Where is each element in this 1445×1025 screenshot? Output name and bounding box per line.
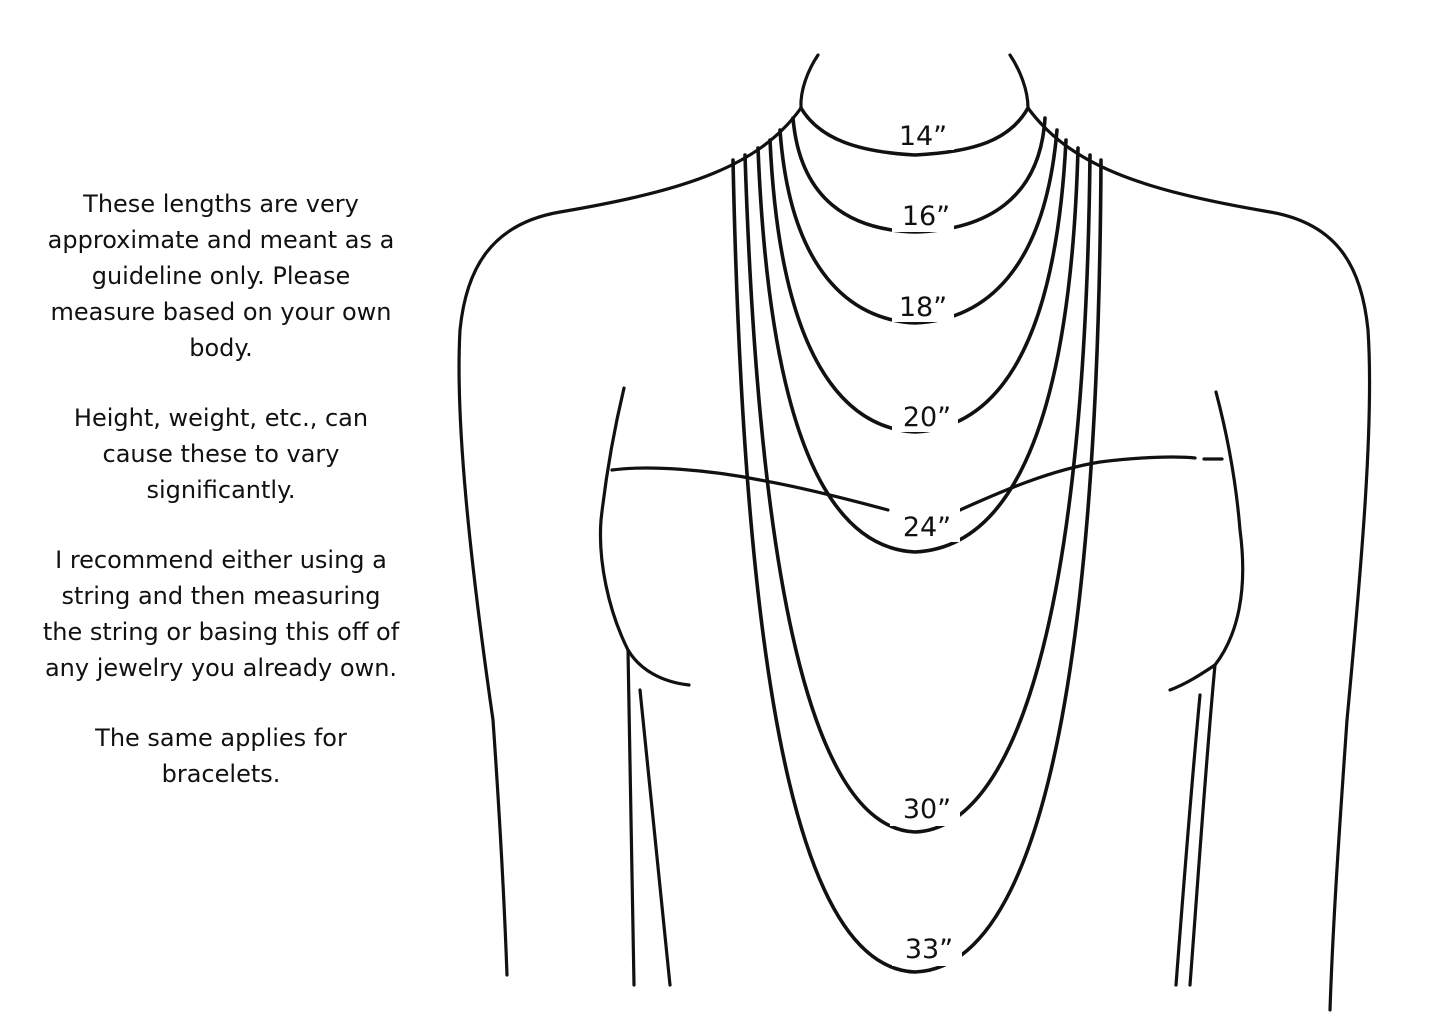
bust-left xyxy=(628,650,689,685)
length-label-20: 20” xyxy=(902,402,952,433)
note-approximate: These lengths are very approximate and meant as a guideline only. Please measure based on your own body. xyxy=(47,190,395,362)
underarm-right xyxy=(1176,695,1200,985)
note-recommendation: I recommend either using a string and then measuring the string or basing this off of any jewelry you already own. xyxy=(42,546,400,682)
length-labels xyxy=(890,116,962,966)
length-label-14: 14” xyxy=(898,121,948,152)
underarm-left xyxy=(640,690,670,985)
arm-inner-left xyxy=(600,388,634,985)
length-label-16: 16” xyxy=(901,201,951,232)
note-variation: Height, weight, etc., can cause these to vary significantly. xyxy=(73,404,369,504)
length-label-33: 33” xyxy=(904,934,954,965)
neck-right xyxy=(1010,55,1028,108)
length-label-24: 24” xyxy=(902,512,952,543)
bust-right xyxy=(1170,665,1215,690)
length-label-18: 18” xyxy=(898,292,948,323)
length-label-30: 30” xyxy=(902,794,952,825)
chain-30 xyxy=(745,155,1090,832)
neck-left xyxy=(801,55,818,108)
note-bracelets: The same applies for bracelets. xyxy=(95,724,347,788)
arm-inner-right xyxy=(1190,392,1243,985)
bust-line xyxy=(612,457,1195,510)
